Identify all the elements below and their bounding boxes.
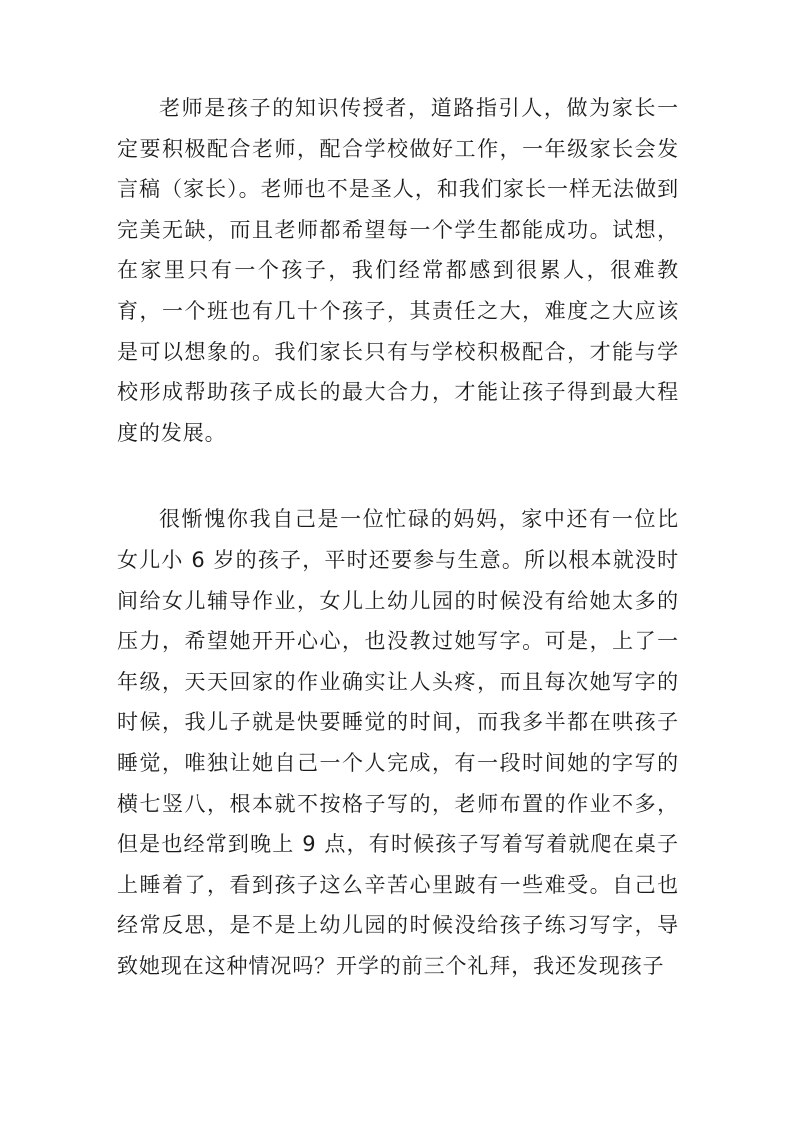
document-body bbox=[117, 88, 679, 986]
paragraph-busy-mother: 很惭愧你我自己是一位忙碌的妈妈，家中还有一位比女儿小 6 岁的孩子，平时还要参与生意。所以根本就没时间给女儿辅导作业，女儿上幼儿园的时候没有给她太多的压力，希望她开开心心，也没教过她写字。可是，上了一年级，天天回家的作业确实让人头疼，而且每次她写字的时候，我儿子就是快要睡觉的时间，而我多半都在哄孩子睡觉，唯独让她自己一个人完成，有一段时间她的字写的横七竖八，根本就不按格子写的，老师布置的作业不多，但是也经常到晚上 9 点，有时候孩子写着写着就爬在桌子上睡着了，看到孩子这么辛苦心里跛有一些难受。自己也经常反思，是不是上幼儿园的时候没给孩子练习写字，导致她现在这种情况吗？开学的前三个礼拜，我还发现孩子 bbox=[117, 507, 679, 978]
paragraph-teacher-role: 老师是孩子的知识传授者，道路指引人，做为家长一定要积极配合老师，配合学校做好工作，一年级家长会发言稿（家长）。老师也不是圣人，和我们家长一样无法做到完美无缺，而且老师都希望每一个学生都能成功。试想，在家里只有一个孩子，我们经常都感到很累人，很难教育，一个班也有几十个孩子，其责任之大，难度之大应该是可以想象的。我们家长只有与学校积极配合，才能与学校形成帮助孩子成长的最大合力，才能让孩子得到最大程度的发展。 bbox=[117, 96, 679, 445]
